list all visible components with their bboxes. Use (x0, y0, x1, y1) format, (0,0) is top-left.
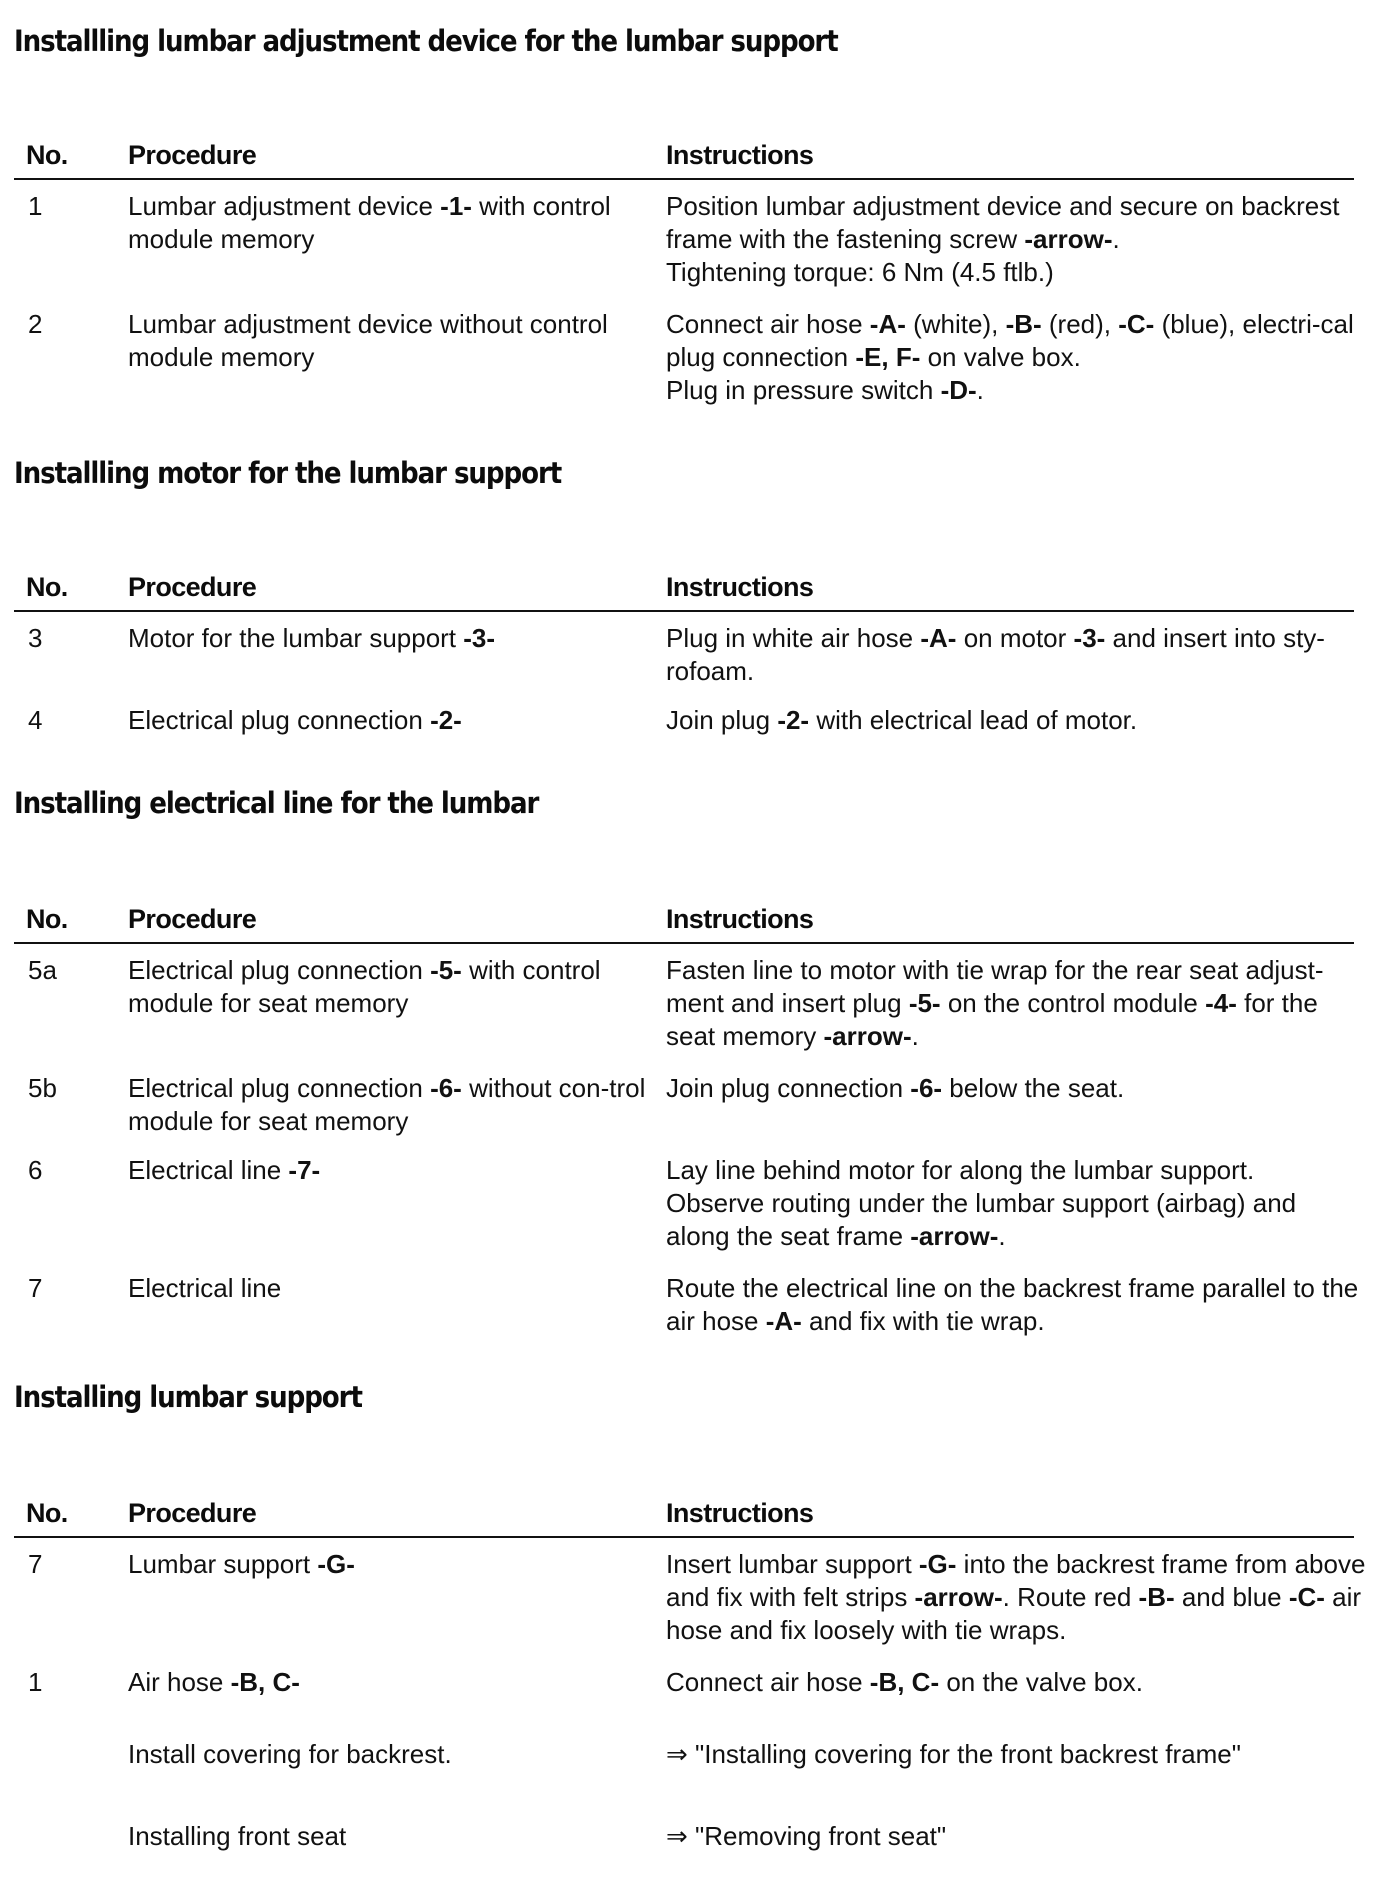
cross-reference-link[interactable]: ⇒ "Removing front seat" (666, 1821, 947, 1851)
procedure-text: Motor for the lumbar support -3- (128, 623, 496, 653)
table-header (14, 138, 1354, 180)
step-number: 5b (28, 1073, 57, 1103)
header-procedure: Procedure (128, 1498, 257, 1528)
header-instructions: Instructions (666, 140, 814, 170)
procedure-text: Electrical plug connection -2- (128, 705, 462, 735)
header-procedure: Procedure (128, 904, 257, 934)
instruction-text: Position lumbar adjustment device and secure on backrest frame with the fastening screw -arrow-. Tightening torque: 6 Nm (4.5 ftlb.) (666, 191, 1340, 287)
section-title: Installling lumbar adjustment device for the lumbar support (14, 24, 838, 58)
section-title: Installing electrical line for the lumbar (14, 786, 539, 820)
header-procedure: Procedure (128, 140, 257, 170)
procedure-table (14, 570, 1354, 735)
header-no: No. (26, 904, 68, 934)
procedure-text: Install covering for backrest. (128, 1739, 452, 1769)
instruction-text: Route the electrical line on the backrest frame parallel to the air hose -A- and fix with tie wrap. (666, 1273, 1359, 1336)
procedure-text: Lumbar adjustment device without control module memory (128, 309, 608, 372)
instruction-text: Connect air hose -B, C- on the valve box. (666, 1667, 1143, 1697)
procedure-text: Electrical plug connection -5- with control module for seat memory (128, 955, 601, 1018)
section-title: Installling motor for the lumbar support (14, 456, 562, 490)
cross-reference-link[interactable]: ⇒ "Installing covering for the front backrest frame" (666, 1739, 1241, 1769)
step-number: 1 (28, 191, 43, 221)
section-title: Installing lumbar support (14, 1380, 362, 1414)
instruction-text: Join plug -2- with electrical lead of motor. (666, 705, 1138, 735)
procedure-table (14, 902, 1359, 1336)
step-number: 7 (28, 1273, 43, 1303)
step-number: 4 (28, 705, 43, 735)
procedure-text: Lumbar support -G- (128, 1549, 355, 1579)
header-no: No. (26, 572, 68, 602)
instruction-text: Connect air hose -A- (white), -B- (red), -C- (blue), electri-cal plug connection -E, F- on valve box. Plug in pressure switch -D-. (666, 309, 1354, 405)
procedure-text: Lumbar adjustment device -1- with control module memory (128, 191, 611, 254)
table-header (14, 902, 1354, 944)
instruction-text: Insert lumbar support -G- into the backrest frame from above and fix with felt strips -arrow-. Route red -B- and blue -C- air hose and fix loosely with tie wraps. (666, 1549, 1366, 1645)
table-header (14, 1496, 1354, 1538)
header-instructions: Instructions (666, 572, 814, 602)
procedure-table (14, 138, 1354, 405)
header-no: No. (26, 1498, 68, 1528)
header-no: No. (26, 140, 68, 170)
procedure-text: Electrical plug connection -6- without con-trol module for seat memory (128, 1073, 646, 1136)
header-procedure: Procedure (128, 572, 257, 602)
procedure-text: Installing front seat (128, 1821, 347, 1851)
step-number: 6 (28, 1155, 43, 1185)
table-header (14, 570, 1354, 612)
header-instructions: Instructions (666, 1498, 814, 1528)
procedure-text: Electrical line -7- (128, 1155, 321, 1185)
instruction-text: Lay line behind motor for along the lumbar support. Observe routing under the lumbar support (airbag) and along the seat frame -arrow-. (666, 1155, 1297, 1251)
procedure-text: Electrical line (128, 1273, 282, 1303)
step-number: 5a (28, 955, 57, 985)
procedure-text: Air hose -B, C- (128, 1667, 300, 1697)
instruction-text: Fasten line to motor with tie wrap for the rear seat adjust-ment and insert plug -5- on the control module -4- for the seat memory -arrow-. (666, 955, 1324, 1051)
step-number: 1 (28, 1667, 43, 1697)
step-number: 7 (28, 1549, 43, 1579)
step-number: 3 (28, 623, 43, 653)
procedure-table (14, 1496, 1366, 1851)
step-number: 2 (28, 309, 43, 339)
instruction-text: Plug in white air hose -A- on motor -3- and insert into sty-rofoam. (666, 623, 1325, 686)
instruction-text: Join plug connection -6- below the seat. (666, 1073, 1125, 1103)
header-instructions: Instructions (666, 904, 814, 934)
